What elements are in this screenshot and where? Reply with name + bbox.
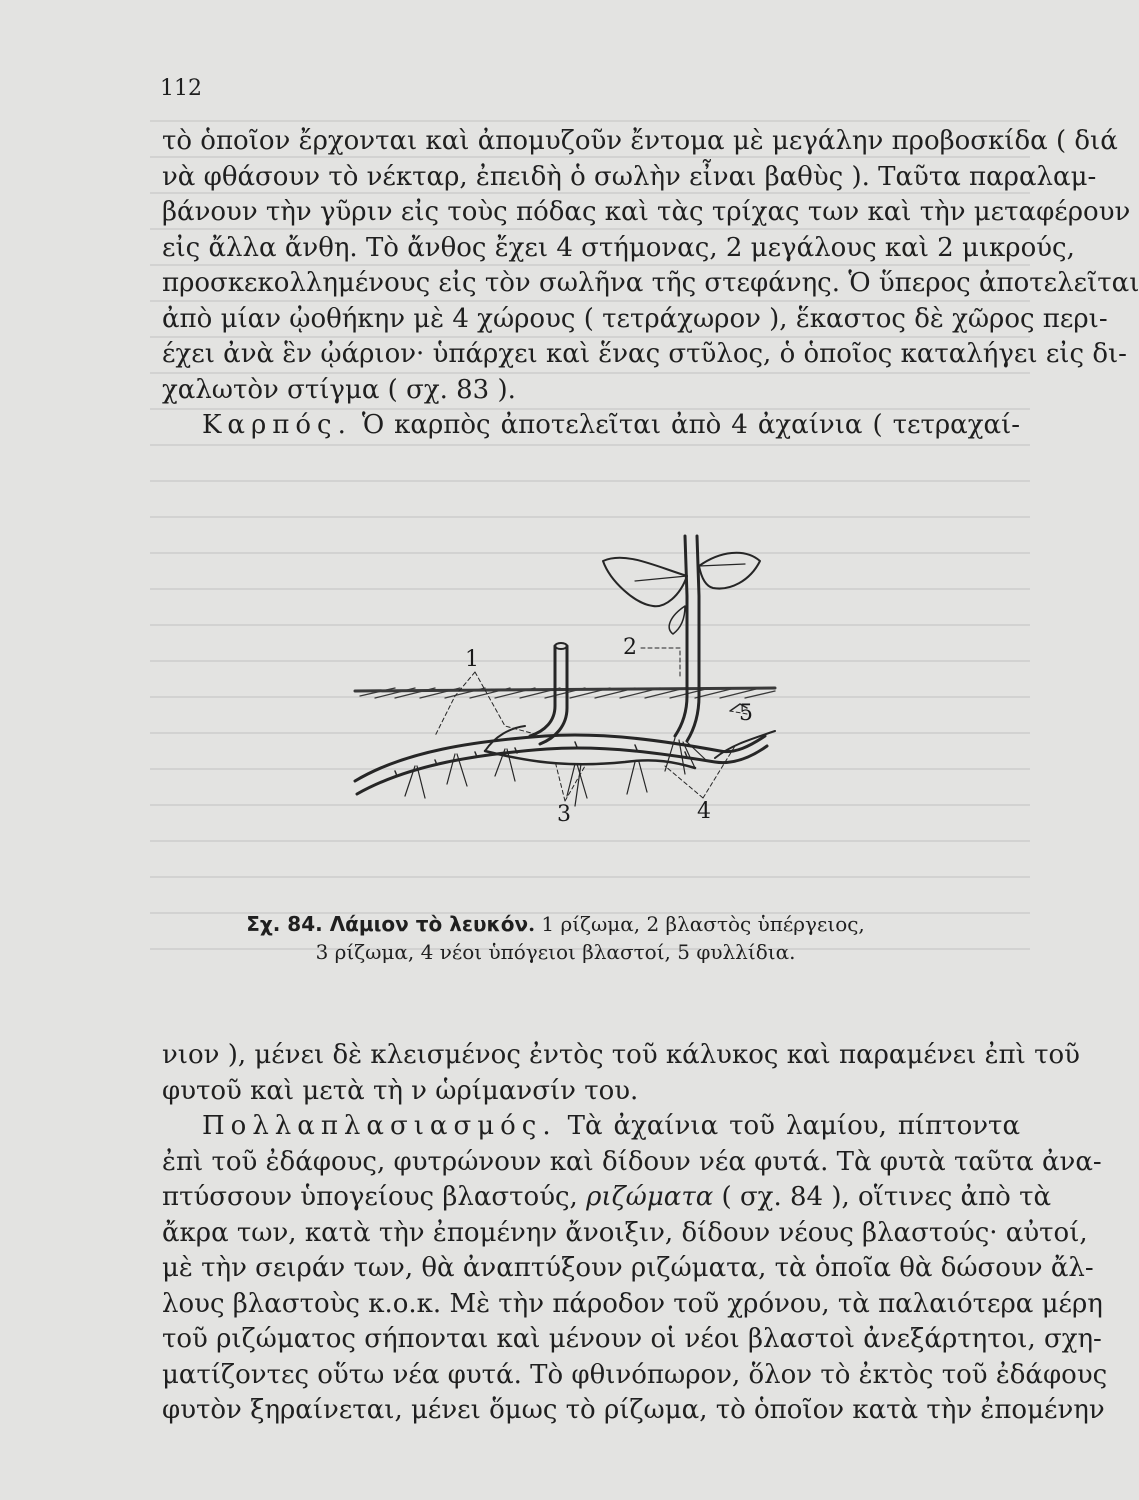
- ground-surface: [355, 688, 775, 698]
- multiplication-heading: Πολλαπλασιασμός.: [202, 1111, 557, 1141]
- text-line: εἰς ἄλλα ἄνθη. Τὸ ἄνθος ἔχει 4 στήμονας, 2 μεγάλους καὶ 2 μικρούς,: [162, 232, 1075, 263]
- text-line: ἐπὶ τοῦ ἐδάφους, φυτρώνουν καὶ δίδουν νέα φυτά. Τὰ φυτὰ ταῦτα ἀνα-: [162, 1146, 1102, 1177]
- figure-lamium-rhizome: [335, 536, 795, 836]
- figure-label-2: 2: [623, 635, 637, 660]
- text-line: νιον ), μένει δὲ κλεισμένος ἐντὸς τοῦ κάλυκος καὶ παραμένει ἐπὶ τοῦ: [162, 1040, 1080, 1070]
- text-line: χαλωτὸν στίγμα ( σχ. 83 ).: [162, 374, 516, 405]
- figure-label-4: 4: [697, 799, 711, 824]
- text-line: μὲ τὴν σειράν των, θὰ ἀναπτύξουν ριζώματα, τὰ ὁποῖα θὰ δώσουν ἄλ-: [162, 1253, 1094, 1283]
- text-fragment: πτύσσουν ὑπογείους βλαστούς,: [162, 1182, 587, 1212]
- figure-label-3: 3: [557, 802, 571, 827]
- text-line: νὰ φθάσουν τὸ νέκταρ, ἐπειδὴ ὁ σωλὴν εἶναι βαθὺς ). Ταῦτα παραλαμ-: [162, 161, 1097, 192]
- fruit-heading: Καρπός.: [202, 410, 352, 440]
- paragraph-propagation: [162, 1038, 1108, 1429]
- figure-caption-text1: 1 ρίζωμα, 2 βλαστὸς ὑπέργειος,: [541, 912, 865, 936]
- text-line: βάνουν τὴν γῦριν εἰς τοὺς πόδας καὶ τὰς τρίχας των καὶ τὴν μεταφέρουν: [162, 197, 1131, 227]
- text-line: ἄκρα των, κατὰ τὴν ἐπομένην ἄνοιξιν, δίδουν νέους βλαστούς· αὐτοί,: [162, 1217, 1088, 1248]
- text-line-multiplication: [162, 1109, 1020, 1145]
- text-fragment: ( σχ. 84 ), οἵτινες ἀπὸ τὰ: [713, 1182, 1052, 1212]
- text-line: έχει ἀνὰ ἓν ᾠάριον· ὑπάρχει καὶ ἕνας στῦλος, ὁ ὁποῖος καταλήγει εἰς δι-: [162, 339, 1127, 369]
- fruit-text: Ὁ καρπὸς ἀποτελεῖται ἀπὸ 4 ἀχαίνια ( τετραχαί-: [361, 410, 1020, 440]
- text-line: τὸ ὁποῖον ἔρχονται καὶ ἀπομυζοῦν ἔντομα μὲ μεγάλην προβοσκίδα ( διά: [162, 126, 1118, 156]
- figure-label-1: 1: [465, 647, 479, 672]
- text-line: φυτὸν ξηραίνεται, μένει ὅμως τὸ ρίζωμα, τὸ ὁποῖον κατὰ τὴν ἐπομένην: [162, 1395, 1105, 1425]
- figure-caption-title: Σχ. 84. Λάμιον τὸ λευκόν: [246, 912, 529, 936]
- text-line: τοῦ ριζώματος σήπονται καὶ μένουν οἱ νέοι βλαστοὶ ἀνεξάρτητοι, σχη-: [162, 1324, 1102, 1354]
- emphasized-term: ριζώματα: [586, 1182, 714, 1212]
- text-line: φυτοῦ καὶ μετὰ τὴ ν ὡρίμανσίν του.: [162, 1075, 639, 1106]
- text-line: ἀπὸ μίαν ᾠοθήκην μὲ 4 χώρους ( τετράχωρον ), ἕκαστος δὲ χῶρος περι-: [162, 303, 1108, 334]
- text-line: λους βλαστοὺς κ.ο.κ. Μὲ τὴν πάροδον τοῦ χρόνου, τὰ παλαιότερα μέρη: [162, 1288, 1103, 1319]
- figure-caption-line1: [0, 912, 1111, 936]
- text-line: προσκεκολλημένους εἰς τὸν σωλῆνα τῆς στεφάνης. Ὁ ὕπερος ἀποτελεῖται: [162, 268, 1139, 298]
- text-line-fruit: [162, 408, 1020, 444]
- paragraph-flower: [162, 124, 1139, 444]
- page-number: 112: [160, 76, 202, 101]
- text-line: ματίζοντες οὕτω νέα φυτά. Τὸ φθινόπωρον, ὅλον τὸ ἐκτὸς τοῦ ἐδάφους: [162, 1359, 1108, 1390]
- figure-caption-line2: 3 ρίζωμα, 4 νέοι ὑπόγειοι βλαστοί, 5 φυλλίδια.: [315, 940, 796, 964]
- multiplication-text: Τὰ ἀχαίνια τοῦ λαμίου, πίπτοντα: [567, 1111, 1021, 1141]
- leaves: [603, 553, 760, 634]
- aerial-shoot-2: [675, 536, 699, 741]
- caption-separator: .: [528, 912, 536, 936]
- text-line-mixed: [162, 1180, 1052, 1216]
- figure-label-5: 5: [739, 701, 753, 726]
